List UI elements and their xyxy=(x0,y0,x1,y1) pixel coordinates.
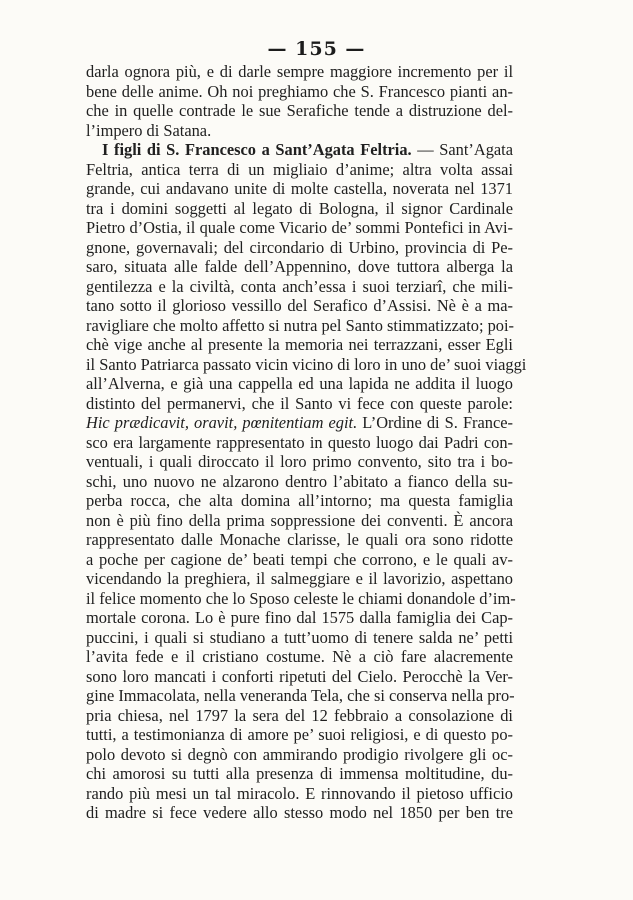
line-text: rando più mesi un tal miracolo. E rinnovando il pietoso ufficio xyxy=(86,783,513,803)
text-line xyxy=(86,569,513,589)
line-text: distinto del permanervi, che il Santo vi fece con queste parole: xyxy=(86,393,513,413)
text-line xyxy=(86,257,513,277)
text-line xyxy=(86,121,513,141)
text-line xyxy=(86,354,527,375)
line-text: non è più fino della prima soppressione dei conventi. È ancora xyxy=(86,510,513,530)
line-text: Pietro d’Ostia, il quale come Vicario de’ sommi Pontefici in Avi- xyxy=(86,218,513,237)
line-text: il felice momento che lo Sposo celeste le chiami donandole d’im- xyxy=(86,588,516,608)
text-line xyxy=(86,725,513,745)
text-line xyxy=(86,62,513,82)
text-line xyxy=(86,472,513,492)
line-text: — Sant’Agata xyxy=(411,140,513,159)
line-text: gine Immacolata, nella veneranda Tela, che si conserva nella pro- xyxy=(86,686,515,705)
line-text: sco era largamente rappresentato in questo luogo dai Padri con- xyxy=(86,432,513,452)
text-line xyxy=(86,277,513,297)
latin-quote: Hic prædicavit, oravit, pœnitentiam egit. xyxy=(86,413,358,432)
line-text: ravigliare che molto affetto si nutra pel Santo stimmatizzato; poi- xyxy=(86,315,515,335)
text-line xyxy=(86,179,513,199)
line-text: gentilezza e la civiltà, conta anch’essa i suoi terziarî, che mili- xyxy=(86,276,513,296)
text-line xyxy=(86,316,513,336)
line-text: mortale corona. Lo è pure fino dal 1575 dalla famiglia dei Cap- xyxy=(86,608,513,627)
line-text: che in quelle contrade le sue Serafiche tende a distruzione del- xyxy=(86,101,513,120)
text-line xyxy=(86,588,516,609)
line-text: all’Alverna, e già una cappella ed una lapida ne addita il luogo xyxy=(86,374,513,393)
text-line xyxy=(86,413,513,433)
line-text: l’impero di Satana. xyxy=(86,120,212,140)
line-text: ventuali, i quali diroccato il loro primo convento, sito tra i bo- xyxy=(86,452,513,471)
line-text: puccini, i quali si studiano a tutt’uomo di tenere salda ne’ petti xyxy=(86,627,513,647)
text-line xyxy=(86,238,513,258)
text-line xyxy=(86,706,513,726)
line-text: sono loro mancati i conforti ripetuti del Cielo. Perocchè la Ver- xyxy=(86,666,513,686)
section-heading: I figli di S. Francesco a Sant’Agata Feltria. xyxy=(102,140,412,159)
text-line xyxy=(86,82,513,102)
text-line xyxy=(86,374,513,394)
text-line xyxy=(86,628,513,648)
line-text: rappresentato dalle Monache clarisse, le quali ora sono ridotte xyxy=(86,530,513,549)
text-line xyxy=(86,394,513,414)
line-text: darla ognora più, e di darle sempre maggiore incremento per il xyxy=(86,62,513,81)
text-line xyxy=(86,550,513,570)
line-text: pria chiesa, nel 1797 la sera del 12 febbraio a consolazione di xyxy=(86,705,513,725)
text-line xyxy=(86,433,513,453)
text-line xyxy=(86,335,513,355)
text-line xyxy=(86,491,513,511)
text-line xyxy=(86,647,513,667)
line-text: il Santo Patriarca passato vicin vicino di loro in uno de’ suoi viaggi xyxy=(86,354,527,374)
line-text: L’Ordine di S. France- xyxy=(357,413,513,432)
text-line xyxy=(86,218,513,238)
line-text: chè vige anche al presente la memoria nei terrazzani, esser Egli xyxy=(86,335,513,354)
text-line xyxy=(86,745,513,765)
text-line xyxy=(86,140,513,160)
line-text: a poche per cagione de’ beati tempi che corrono, e le quali av- xyxy=(86,549,513,569)
line-text: tano sotto il glorioso vessillo del Serafico d’Assisi. Nè è a ma- xyxy=(86,296,513,315)
text-line xyxy=(86,608,513,628)
line-text: Feltria, antica terra di un migliaio d’anime; altra volta assai xyxy=(86,159,513,179)
text-line xyxy=(86,803,513,823)
line-text: schi, uno nuovo ne alzarono dentro l’abitato a fianco della su- xyxy=(86,471,513,491)
text-line xyxy=(86,160,513,180)
text-line xyxy=(86,686,513,706)
line-text: di madre si fece vedere allo stesso modo nel 1850 per ben tre xyxy=(86,803,513,822)
text-line xyxy=(86,511,513,531)
text-line xyxy=(86,296,513,316)
text-line xyxy=(86,764,513,784)
line-text: chi amorosi su tutti alla presenza di immensa moltitudine, du- xyxy=(86,764,513,783)
line-text: grande, cui andavano unite di molte castella, noverata nel 1371 xyxy=(86,179,513,198)
text-line xyxy=(86,784,513,804)
body-text xyxy=(86,62,527,823)
line-text: tra i domini soggetti al legato di Bologna, il signor Cardinale xyxy=(86,198,513,218)
line-text: l’avita fede e il cristiano costume. Nè a ciò fare alacremente xyxy=(86,647,513,666)
line-text: saro, situata alle falde dell’Appennino, dove tuttora alberga la xyxy=(86,257,513,276)
text-line xyxy=(86,101,513,121)
text-line xyxy=(86,452,513,472)
text-line xyxy=(86,530,513,550)
text-line xyxy=(86,199,513,219)
line-text: vicendando la preghiera, il salmeggiare e il lavorizio, aspettano xyxy=(86,569,513,588)
line-text: polo devoto si degnò con ammirando prodigio rivolgere gli oc- xyxy=(86,744,513,764)
text-line xyxy=(86,667,513,687)
line-text: tutti, a testimonianza di amore pe’ suoi religiosi, e di questo po- xyxy=(86,725,513,744)
line-text: bene delle anime. Oh noi preghiamo che S. Francesco pianti an- xyxy=(86,81,513,101)
line-text: perba rocca, che alta domina all’intorno; ma questa famiglia xyxy=(86,491,513,510)
line-text: gnone, governavali; del circondario di Urbino, provincia di Pe- xyxy=(86,237,513,257)
page-number: — 155 — xyxy=(267,38,366,60)
